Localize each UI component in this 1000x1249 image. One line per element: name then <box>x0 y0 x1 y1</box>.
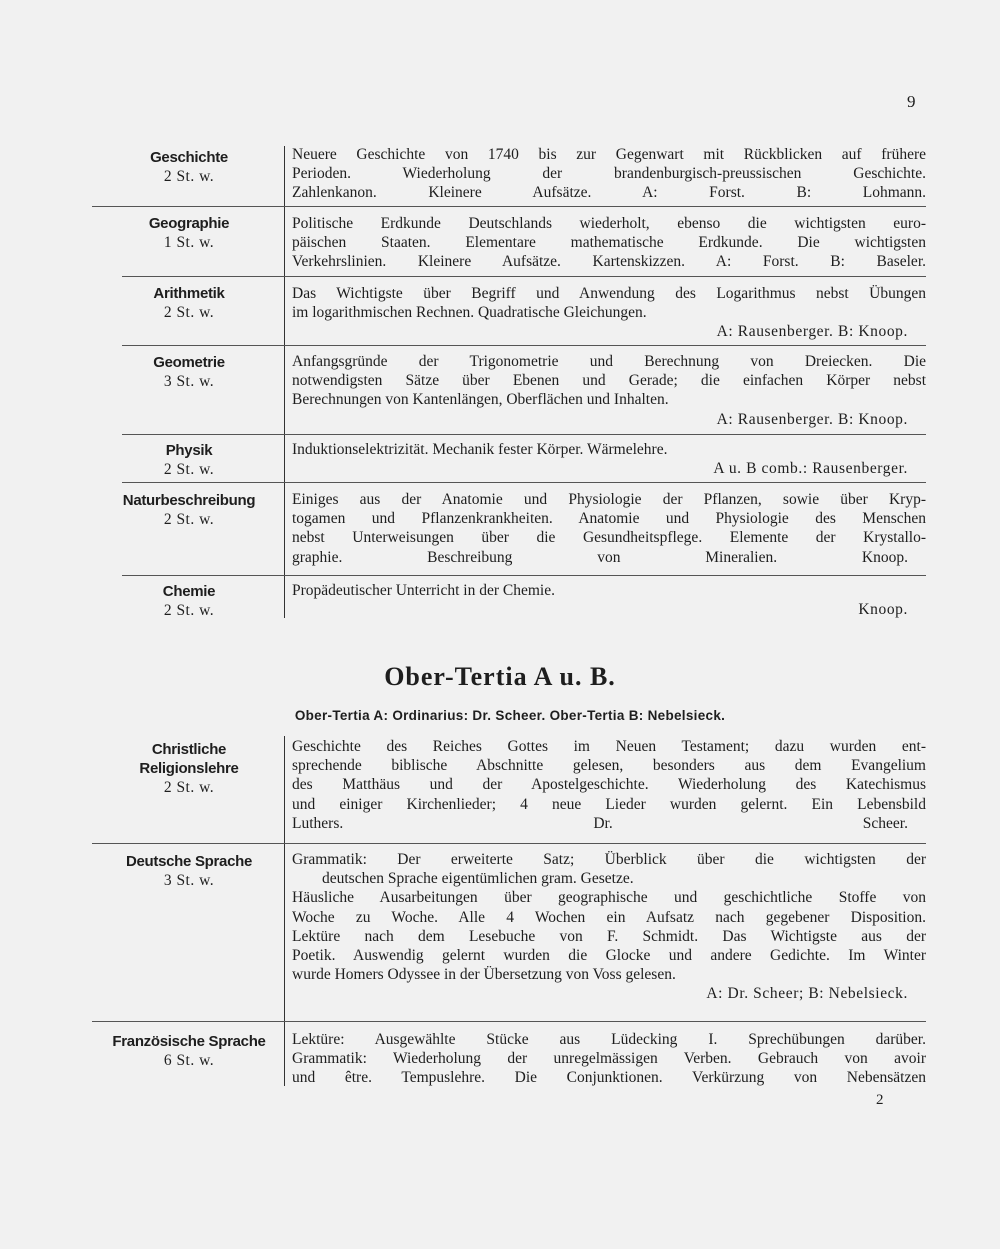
subject-name: Französische Sprache <box>112 1033 266 1050</box>
text-line: Das Wichtigste über Begriff und Anwendung des Logarithmus nebst Übungen <box>292 285 926 302</box>
column-rule-lower <box>284 736 285 1086</box>
text-line: und einiger Kirchenlieder; 4 neue Lieder wurden gelernt. Ein Lebensbild <box>292 795 926 813</box>
subject-hours: 3 St. w. <box>163 373 215 390</box>
text-line: Woche zu Woche. Alle 4 Wochen ein Aufsatz nach gegebener Disposition. <box>292 908 926 926</box>
text-line: nebst Unterweisungen über die Gesundheitspflege. Elemente der Krystallo- <box>292 529 926 547</box>
row-divider <box>92 206 926 207</box>
page-number: 9 <box>907 92 916 111</box>
subject-deutsch <box>104 852 274 890</box>
subject-name: Deutsche Sprache <box>125 853 253 870</box>
description-geographie <box>292 214 926 272</box>
text-line: Grammatik: Wiederholung der unregelmässigen Verben. Gebrauch von avoir <box>292 1050 926 1068</box>
subject-name: Geschichte <box>150 149 228 166</box>
subject-franzoesisch <box>104 1032 274 1070</box>
description-chemie <box>292 581 926 619</box>
subject-name: Physik <box>165 442 213 459</box>
text-line: und être. Tempuslehre. Die Conjunktionen. Verkürzung von Nebensätzen <box>292 1069 926 1087</box>
row-divider <box>92 843 926 844</box>
text-line: Perioden. Wiederholung der brandenburgisch-preussischen Geschichte. <box>292 165 926 183</box>
text-line: Induktionselektrizität. Mechanik fester Körper. Wärmelehre. <box>292 441 668 458</box>
text-line: togamen und Pflanzenkrankheiten. Anatomie und Physiologie des Menschen <box>292 510 926 528</box>
row-divider <box>122 434 926 435</box>
text-line: Luthers. Dr. Scheer. <box>292 814 908 832</box>
teacher-line: A: Rausenberger. B: Knoop. <box>716 410 908 428</box>
row-divider <box>92 1021 926 1022</box>
section-title: Ober-Tertia A u. B. <box>384 662 616 691</box>
teacher-line: A: Rausenberger. B: Knoop. <box>716 323 908 341</box>
text-line: Einiges aus der Anatomie und Physiologie der Pflanzen, sowie über Kryp- <box>292 491 926 508</box>
description-religionslehre <box>292 737 926 833</box>
text-line: notwendigsten Sätze über Ebenen und Gerade; die einfachen Körper nebst <box>292 372 926 390</box>
subject-geschichte <box>104 148 274 186</box>
subject-name: Arithmetik <box>153 285 225 302</box>
row-divider <box>122 575 926 576</box>
description-franzoesisch <box>292 1030 926 1088</box>
text-line: Geschichte des Reiches Gottes im Neuen Testament; dazu wurden ent- <box>292 738 926 755</box>
description-naturbeschreibung <box>292 490 926 567</box>
subject-hours: 1 St. w. <box>163 234 215 251</box>
subject-hours: 2 St. w. <box>163 779 215 796</box>
subject-geometrie <box>104 353 274 391</box>
teacher-line: A u. B comb.: Rausenberger. <box>713 460 908 478</box>
description-geometrie <box>292 352 926 429</box>
teacher-line: Knoop. <box>858 601 908 619</box>
subject-hours: 6 St. w. <box>163 1052 215 1069</box>
subject-hours: 2 St. w. <box>163 168 215 185</box>
subject-name: Geometrie <box>153 354 225 371</box>
subject-hours: 2 St. w. <box>163 461 215 478</box>
row-divider <box>122 345 926 346</box>
text-line: päischen Staaten. Elementare mathematische Erdkunde. Die wichtigsten <box>292 234 926 252</box>
subject-chemie <box>104 582 274 620</box>
subject-religionslehre <box>104 740 274 797</box>
text-line: Poetik. Auswendig gelernt wurden die Glocke und andere Gedichte. Im Winter <box>292 947 926 965</box>
text-line: deutschen Sprache eigentümlichen gram. Gesetze. <box>322 870 634 888</box>
teacher-line: A: Dr. Scheer; B: Nebelsieck. <box>706 985 908 1003</box>
description-physik <box>292 440 926 478</box>
subject-physik <box>104 441 274 479</box>
text-line: Lektüre nach dem Lesebuche von F. Schmidt. Das Wichtigste aus der <box>292 927 926 945</box>
description-geschichte <box>292 145 926 203</box>
subject-naturbeschreibung <box>104 491 274 529</box>
subject-name: Geographie <box>148 215 230 232</box>
text-line: Verkehrslinien. Kleinere Aufsätze. Kartenskizzen. A: Forst. B: Baseler. <box>292 253 926 271</box>
subject-arithmetik <box>104 284 274 322</box>
text-line: Berechnungen von Kantenlängen, Oberflächen und Inhalten. <box>292 391 669 409</box>
subject-hours: 2 St. w. <box>163 602 215 619</box>
subject-hours: 2 St. w. <box>163 304 215 321</box>
text-line: Propädeutischer Unterricht in der Chemie. <box>292 582 555 599</box>
description-arithmetik <box>292 284 926 342</box>
column-rule-upper <box>284 146 285 618</box>
text-line: Politische Erdkunde Deutschlands wiederholt, ebenso die wichtigsten euro- <box>292 215 926 232</box>
text-line: Häusliche Ausarbeitungen über geographische und geschichtliche Stoffe von <box>292 889 926 907</box>
subject-name: Chemie <box>162 583 216 600</box>
text-line: im logarithmischen Rechnen. Quadratische Gleichungen. <box>292 304 647 322</box>
description-deutsch <box>292 850 926 1004</box>
subject-name: Christliche Religionslehre <box>139 741 239 777</box>
text-line: wurde Homers Odyssee in der Übersetzung von Voss gelesen. <box>292 966 676 984</box>
subject-hours: 3 St. w. <box>163 872 215 889</box>
text-line: graphie. Beschreibung von Mineralien. Knoop. <box>292 548 908 566</box>
text-line: Lektüre: Ausgewählte Stücke aus Lüdecking I. Sprechübungen darüber. <box>292 1031 926 1048</box>
text-line: Neuere Geschichte von 1740 bis zur Gegenwart mit Rückblicken auf frühere <box>292 146 926 163</box>
text-line: des Matthäus und der Apostelgeschichte. Wiederholung des Katechismus <box>292 776 926 794</box>
text-line: Grammatik: Der erweiterte Satz; Überblick über die wichtigsten der <box>292 851 926 868</box>
row-divider <box>122 276 926 277</box>
row-divider <box>122 482 926 483</box>
subject-hours: 2 St. w. <box>163 511 215 528</box>
section-subtitle: Ober-Tertia A: Ordinarius: Dr. Scheer. Ober-Tertia B: Nebelsieck. <box>294 708 726 723</box>
signature-mark: 2 <box>876 1092 884 1108</box>
subject-geographie <box>104 214 274 252</box>
text-line: Anfangsgründe der Trigonometrie und Berechnung von Dreiecken. Die <box>292 353 926 370</box>
subject-name: Naturbeschreibung <box>122 492 256 509</box>
text-line: sprechende biblische Abschnitte gelesen, besonders aus dem Evangelium <box>292 757 926 775</box>
text-line: Zahlenkanon. Kleinere Aufsätze. A: Forst. B: Lohmann. <box>292 184 926 202</box>
